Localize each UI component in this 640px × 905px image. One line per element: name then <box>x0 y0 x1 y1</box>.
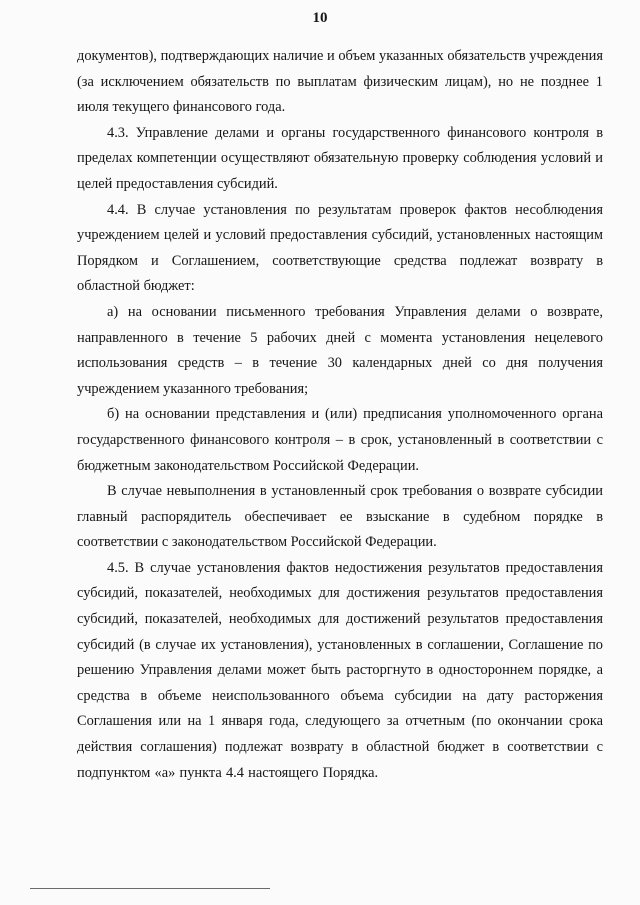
paragraph-4-4-b: б) на основании представления и (или) предписания уполномоченного органа государственного финансового контроля – в срок, установленный в соответствии с бюджетным законодательством Российской Федерации. <box>77 406 603 474</box>
paragraph-4-5: 4.5. В случае установления фактов недостижения результатов предоставления субсидий, показателей, необходимых для достижения результатов предоставления субсидий, показателей, необходимых для достижений результатов предоставления субсидий (в случае их установления), установленных в соглашении, Соглашение по решению Управления делами может быть расторгнуто в одностороннем порядке, а средства в объеме неиспользованного объема субсидии на дату расторжения Соглашения или на 1 января года, следующего за отчетным (по окончании срока действия соглашения) подлежат возврату в областной бюджет в соответствии с подпунктом «а» пункта 4.4 настоящего Порядка. <box>77 559 603 781</box>
footer-divider <box>30 888 270 889</box>
paragraph-4-3: 4.3. Управление делами и органы государственного финансового контроля в пределах компетенции осуществляют обязательную проверку соблюдения условий и целей предоставления субсидий. <box>77 124 603 192</box>
paragraph-recovery: В случае невыполнения в установленный срок требования о возврате субсидии главный распорядитель обеспечивает ее взыскание в судебном порядке в соответствии с законодательством Российской Федерации. <box>77 483 603 551</box>
paragraph-continuation: документов), подтверждающих наличие и объем указанных обязательств учреждения (за исключением обязательств по выплатам физическим лицам), но не позднее 1 июля текущего финансового года. <box>77 48 603 116</box>
body-text <box>77 44 603 786</box>
paragraph-4-4: 4.4. В случае установления по результатам проверок фактов несоблюдения учреждением целей и условий предоставления субсидий, установленных настоящим Порядком и Соглашением, соответствующие средства подлежат возврату в областной бюджет: <box>77 201 603 295</box>
page-number: 10 <box>312 10 328 26</box>
paragraph-4-4-a: а) на основании письменного требования Управления делами о возврате, направленного в течение 5 рабочих дней с момента установления нецелевого использования средств – в течение 30 календарных дней со дня получения учреждением указанного требования; <box>77 303 603 397</box>
